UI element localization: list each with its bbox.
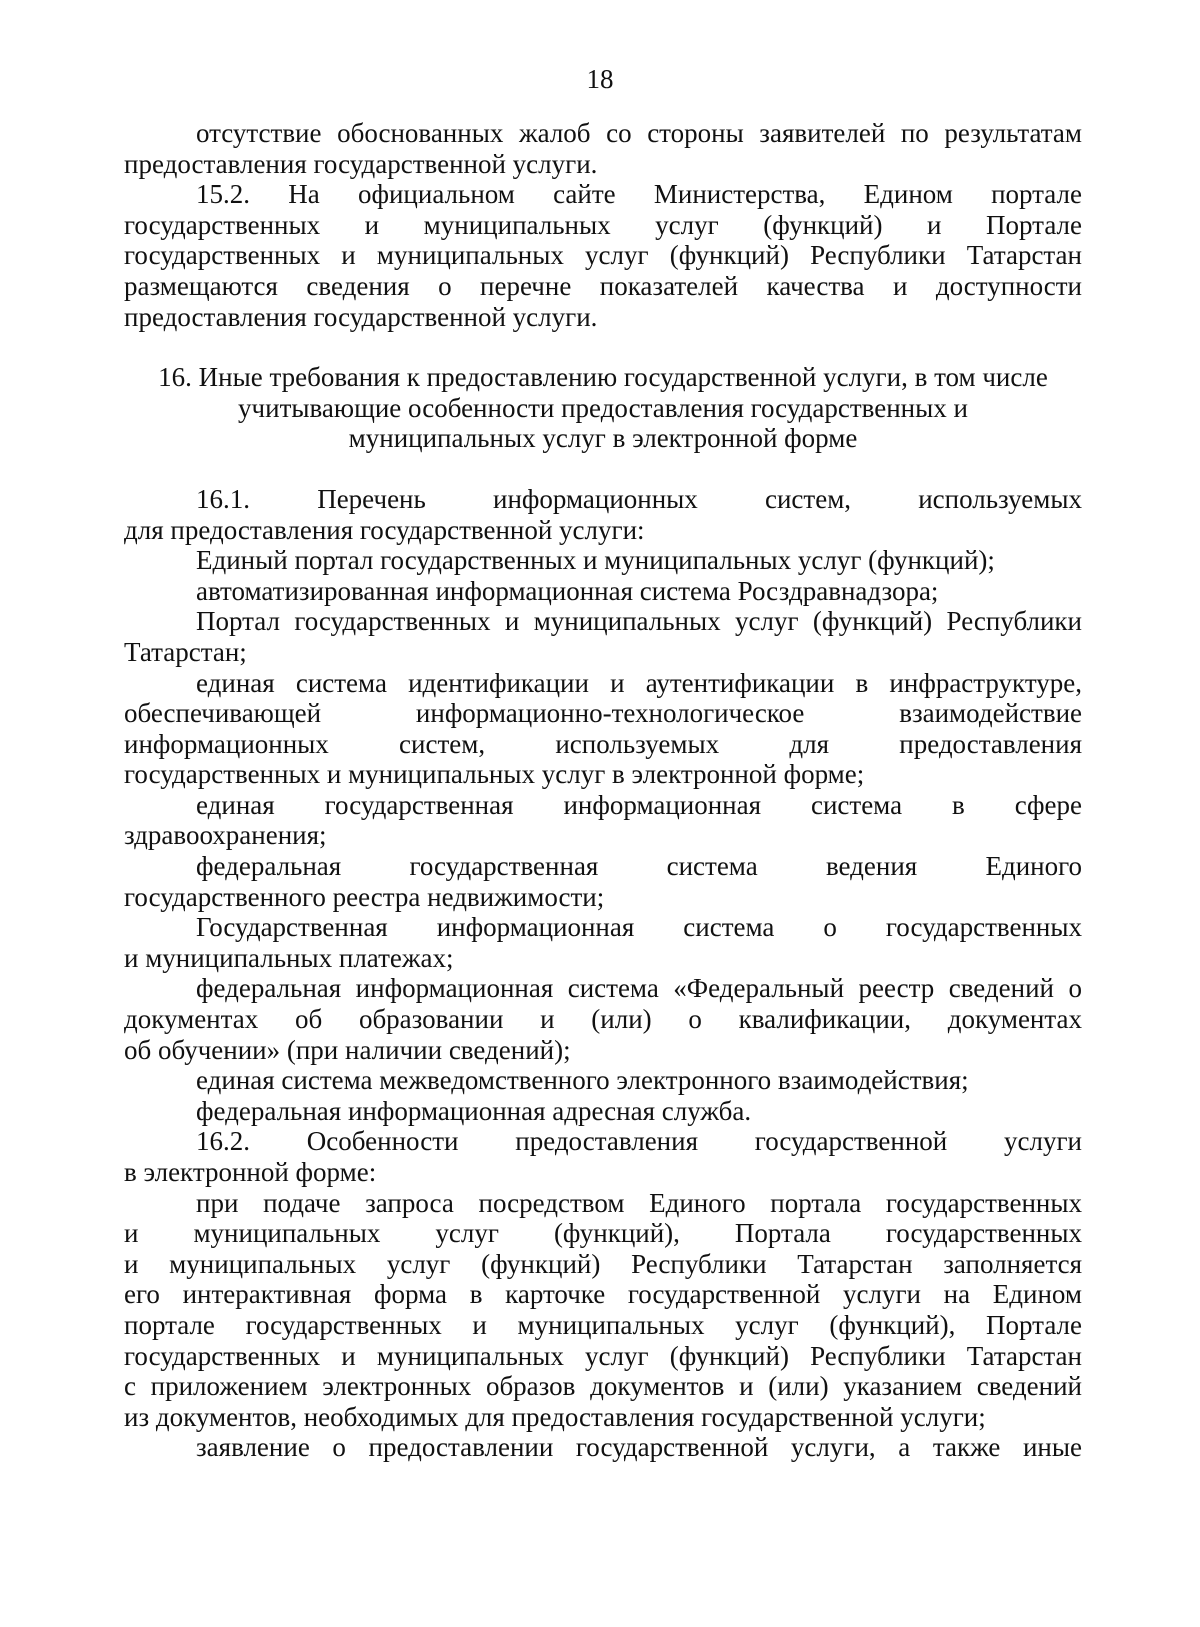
text-line: Татарстан; [124, 636, 247, 667]
text-line: обеспечивающей информационно-технологическое взаимодействие [124, 698, 1082, 729]
text-line: здравоохранения; [124, 820, 327, 851]
text-line: федеральная информационная адресная служба. [196, 1095, 752, 1126]
page-number: 18 [586, 64, 614, 94]
text-line: предоставления государственной услуги. [124, 148, 598, 179]
list-item [124, 851, 1082, 912]
list-item [124, 1065, 1082, 1096]
section-heading-16 [124, 362, 1082, 454]
list-item [124, 606, 1082, 667]
list-item [124, 1096, 1082, 1127]
document-body [124, 118, 1082, 1463]
paragraph-16-1 [124, 484, 1082, 545]
text-line: Портал государственных и муниципальных услуг (функций) Республики [196, 606, 1082, 637]
heading-line: 16. Иные требования к предоставлению государственной услуги, в том числе [158, 362, 1048, 393]
text-line: документах об образовании и (или) о квалификации, документах [124, 1004, 1082, 1035]
list-item [124, 545, 1082, 576]
text-line: об обучении» (при наличии сведений); [124, 1034, 571, 1065]
text-line: федеральная информационная система «Федеральный реестр сведений о [196, 973, 1082, 1004]
text-line: из документов, необходимых для предоставления государственной услуги; [124, 1401, 986, 1432]
text-line: и муниципальных услуг (функций), Портала государственных [124, 1218, 1082, 1249]
heading-line: учитывающие особенности предоставления государственных и [238, 392, 968, 423]
text-line: государственных и муниципальных услуг в электронной форме; [124, 759, 865, 790]
text-line: Единый портал государственных и муниципальных услуг (функций); [196, 545, 995, 576]
text-line: государственных и муниципальных услуг (функций) Республики Татарстан [124, 240, 1082, 271]
list-item [124, 668, 1082, 790]
paragraph-15-2 [124, 179, 1082, 332]
list-item [124, 576, 1082, 607]
text-line: Государственная информационная система о государственных [196, 912, 1082, 943]
paragraph-16-2-submission [124, 1188, 1082, 1433]
list-item [124, 790, 1082, 851]
text-line: государственных и муниципальных услуг (функций) Республики Татарстан [124, 1340, 1082, 1371]
paragraph-16-2 [124, 1126, 1082, 1187]
text-line: с приложением электронных образов документов и (или) указанием сведений [124, 1371, 1082, 1402]
text-line: государственного реестра недвижимости; [124, 881, 605, 912]
text-line: при подаче запроса посредством Единого портала государственных [196, 1187, 1082, 1218]
text-line: федеральная государственная система ведения Единого [196, 851, 1082, 882]
text-line: отсутствие обоснованных жалоб со стороны заявителей по результатам [196, 118, 1082, 148]
text-line: и муниципальных услуг (функций) Республики Татарстан заполняется [124, 1248, 1082, 1279]
list-item [124, 912, 1082, 973]
text-line: единая система идентификации и аутентификации в инфраструктуре, [196, 667, 1082, 698]
text-line: портале государственных и муниципальных услуг (функций), Портале [124, 1309, 1082, 1340]
text-line: заявление о предоставлении государственной услуги, а также иные [196, 1432, 1082, 1463]
text-line: предоставления государственной услуги. [124, 301, 598, 332]
text-line: единая государственная информационная система в сфере [196, 789, 1082, 820]
heading-line: муниципальных услуг в электронной форме [348, 423, 858, 454]
paragraph-complaints [124, 118, 1082, 179]
text-line: 16.2. Особенности предоставления государственной услуги [196, 1126, 1082, 1157]
paragraph-16-2-application [124, 1432, 1082, 1463]
list-item [124, 973, 1082, 1065]
text-line: и муниципальных платежах; [124, 942, 454, 973]
text-line: его интерактивная форма в карточке государственной услуги на Едином [124, 1279, 1082, 1310]
text-line: единая система межведомственного электронного взаимодействия; [196, 1065, 969, 1096]
text-line: 16.1. Перечень информационных систем, используемых [196, 483, 1082, 514]
text-line: автоматизированная информационная система Росздравнадзора; [196, 575, 939, 606]
text-line: информационных систем, используемых для предоставления [124, 728, 1082, 759]
text-line: для предоставления государственной услуги: [124, 514, 645, 545]
text-line: 15.2. На официальном сайте Министерства, Едином портале [196, 179, 1082, 210]
text-line: в электронной форме: [124, 1157, 377, 1187]
text-line: государственных и муниципальных услуг (функций) и Портале [124, 209, 1082, 240]
text-line: размещаются сведения о перечне показателей качества и доступности [124, 270, 1082, 301]
